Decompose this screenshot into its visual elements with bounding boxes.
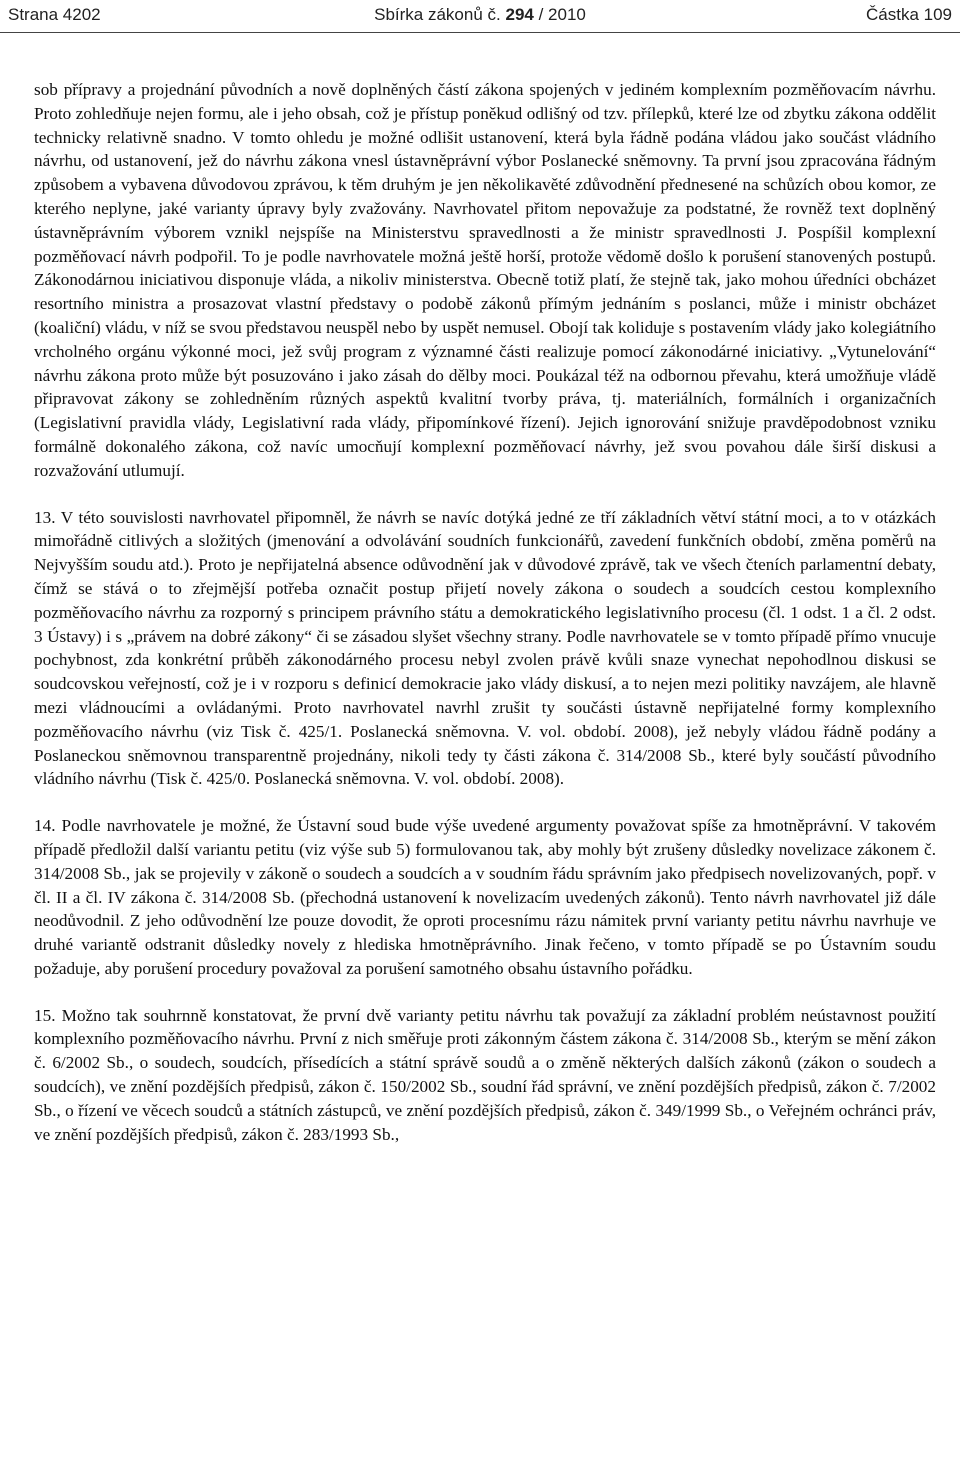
paragraph-14 — [34, 814, 936, 981]
paragraph-number: 13. — [34, 507, 56, 527]
law-year: / 2010 — [538, 5, 586, 24]
paragraph-number: 14. — [34, 816, 56, 836]
paragraph-text: Podle navrhovatele je možné, že Ústavní soud bude výše uvedené argumenty považovat spíše za hmotněprávní. V takovém případě předložil další variantu petitu (viz výše sub 5) formulovanou tak, aby mohly být zrušeny důsledky novelizace zákonem č. 314/2008 Sb., jak se projevily v zákoně o soudech a soudcích a v soudním řádu správním jako předpisech novelizovaných, popř. v čl. II a čl. IV zákona č. 314/2008 Sb. (přechodná ustanovení k novelizacím uvedených zákonů). Tento návrh navrhovatel již dále neodůvodnil. Z jeho odůvodnění lze pouze dovodit, že oproti procesnímu rázu námitek první varianty petitu návrhu navrhuje ve druhé variantě odstranit důsledky novely z hlediska hmotněprávního. Jinak řečeno, v tomto případě se po Ústavním soudu požaduje, aby porušení procedury považoval za porušení samotného obsahu ústavního pořádku. — [34, 816, 936, 978]
paragraph-text: V této souvislosti navrhovatel připomněl, že návrh se navíc dotýká jedné ze tří základních větví státní moci, a to v otázkách mimořádně citlivých a složitých (jmenování a odvolávání soudních funkcionářů, zavedení funkčních období, změna poměrů na Nejvyšším soudu atd.). Proto je nepřijatelná absence odůvodnění jak v důvodové zprávě, tak ve všech čteních parlamentní debaty, čímž se stává o to zřejmější potřeba označit postup přijetí novely zákona o soudech a soudcích cestou komplexního pozměňovacího návrhu za rozporný s principem právního státu a demokratického legislativního procesu (čl. 1 odst. 1 a čl. 2 odst. 3 Ústavy) i s „právem na dobré zákony“ či se zásadou slyšet všechny strany. Podle navrhovatele se v tomto případě přímo vnucuje pochybnost, zda konkrétní průběh zákonodárného procesu nebyl zvolen právě kvůli snaze vynechat nepohodlnou diskusi se soudcovskou veřejností, což je i v rozporu s definicí demokracie jako vlády diskusí, a to nejen mezi politiky navzájem, ale hlavně mezi vládnoucími a ovládanými. Proto navrhovatel navrhl zrušit ty součásti ústavně nepřijatelné formy komplexního pozměňovacího návrhu (viz Tisk č. 425/1. Poslanecká sněmovna. V. vol. období. 2008), jež nebyly vládou řádně podány a Poslaneckou sněmovnou transparentně projednány, nikoli tedy ty části zákona č. 314/2008 Sb., které byly součástí původního vládního návrhu (Tisk č. 425/0. Poslanecká sněmovna. V. vol. období. 2008). — [34, 507, 936, 789]
part-number: Částka 109 — [866, 5, 952, 24]
header-divider — [0, 32, 960, 33]
law-number: 294 — [505, 5, 534, 24]
collection-title — [8, 3, 952, 27]
paragraph-number: 15. — [34, 1005, 56, 1025]
collection-label: Sbírka zákonů č. — [374, 5, 501, 24]
page-number: Strana 4202 — [8, 5, 101, 24]
page-header — [8, 3, 952, 31]
paragraph-text: sob přípravy a projednání původních a nově doplněných částí zákona spojených v jediném komplexním pozměňovacím návrhu. Proto zohledňuje nejen formu, ale i jeho obsah, což je přístup poněkud odlišný od tzv. přílepků, které lze od zbytku zákona oddělit technicky relativně snadno. V tomto ohledu je možné odlišit ustanovení, která byla řádně podána vládou jako součást vládního návrhu, od ustanovení, jež do návrhu zákona vnesl ústavněprávní výbor Poslanecké sněmovny. Ta první jsou zpracována řádným způsobem a vybavena důvodovou zprávou, k těm druhým je jen několikavěté zdůvodnění přednesené na schůzích obou komor, ze kterého neplyne, jaké varianty úpravy byly zvažovány. Navrhovatel přitom nepovažuje za podstatné, že rovněž text doplněný ústavněprávním výborem vznikl nejspíše na Ministerstvu spravedlnosti a že ministr spravedlnosti J. Pospíšil komplexní pozměňovací návrh podpořil. To je podle navrhovatele možná ještě horší, protože vědomě došlo k porušení stanovených postupů. Zákonodárnou iniciativou disponuje vláda, a nikoliv ministerstva. Obecně totiž platí, že stejně tak, jako mohou úředníci obcházet resortního ministra a prosazovat vlastní představy o podobě zákonů přímým jednáním s poslanci, může i ministr obcházet (koaliční) vládu, v níž se svou představou neuspěl nebo by uspět nemusel. Obojí tak koliduje s postavením vlády jako kolegiátního vrcholného orgánu výkonné moci, jež svůj program z významné části realizuje pomocí zákonodárné iniciativy. „Vytunelování“ návrhu zákona proto může být posuzováno i jako zásah do dělby moci. Poukázal též na odbornou převahu, která umožňuje vládě připravovat zákony se zohledněním různých aspektů kvalitní tvorby práva, tj. materiálních, formálních i organizačních (Legislativní pravidla vlády, Legislativní rada vlády, připomínkové řízení). Jejich ignorování snižuje pravděpodobnost vzniku formálně dokonalého zákona, což navíc umocňují komplexní pozměňovací návrhy, jež svou povahou dále širší diskusi a rozvažování utlumují. — [34, 80, 936, 480]
paragraph-text: Možno tak souhrnně konstatovat, že první dvě varianty petitu návrhu tak považují za základní problém neústavnost použití komplexního pozměňovacího návrhu. První z nich směřuje proti zákonným částem zákona č. 314/2008 Sb., kterým se mění zákon č. 6/2002 Sb., o soudech, soudcích, přísedících a státní správě soudů a o změně některých dalších zákonů (zákon o soudech a soudcích), ve znění pozdějších předpisů, zákon č. 150/2002 Sb., soudní řád správní, ve znění pozdějších předpisů, zákon č. 7/2002 Sb., o řízení ve věcech soudců a státních zástupců, ve znění pozdějších předpisů, zákon č. 349/1999 Sb., o Veřejném ochránci práv, ve znění pozdějších předpisů, zákon č. 283/1993 Sb., — [34, 1005, 936, 1144]
document-body — [34, 78, 936, 1146]
paragraph-13 — [34, 506, 936, 792]
paragraph-continuation — [34, 78, 936, 483]
paragraph-15 — [34, 1004, 936, 1147]
